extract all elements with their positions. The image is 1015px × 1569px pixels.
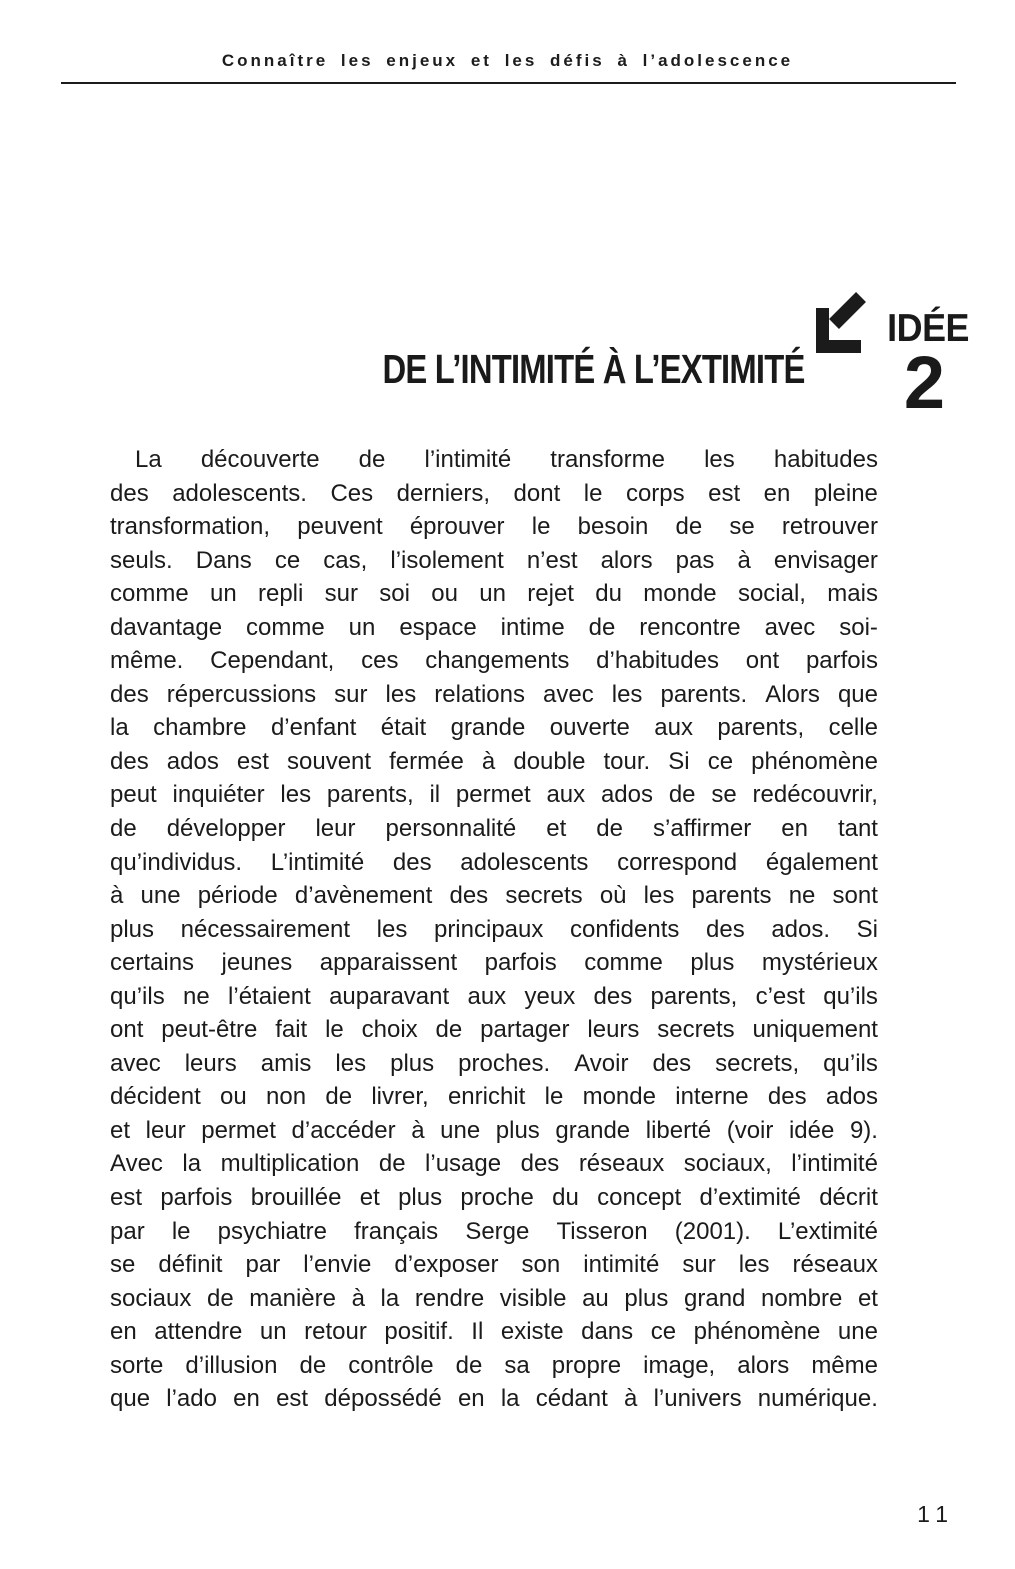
- body-line: sociaux de manière à la rendre visible au plus grand nombre et: [110, 1284, 878, 1312]
- body-line: seuls. Dans ce cas, l’isolement n’est alors pas à envisager: [110, 546, 878, 574]
- body-line: se définit par l’envie d’exposer son intimité sur les réseaux: [110, 1251, 878, 1279]
- body-line: de développer leur personnalité et de s’affirmer en tant: [110, 815, 878, 843]
- chapter-title: DE L’INTIMITÉ À L’EXTIMITÉ: [382, 346, 805, 392]
- body-line: qu’individus. L’intimité des adolescents correspond également: [110, 848, 878, 876]
- body-line: davantage comme un espace intime de rencontre avec soi-: [110, 613, 878, 641]
- body-line: sorte d’illusion de contrôle de sa propre image, alors même: [110, 1351, 878, 1379]
- body-line: des ados est souvent fermée à double tour. Si ce phénomène: [110, 747, 878, 775]
- body-line: des répercussions sur les relations avec les parents. Alors que: [110, 680, 878, 708]
- body-line: que l’ado en est dépossédé en la cédant à l’univers numérique.: [110, 1385, 878, 1413]
- body-line: en attendre un retour positif. Il existe dans ce phénomène une: [110, 1318, 878, 1346]
- body-line: plus nécessairement les principaux confidents des ados. Si: [110, 915, 878, 943]
- idea-marker: [880, 292, 969, 424]
- header-rule: [61, 82, 956, 84]
- body-line: transformation, peuvent éprouver le besoin de se retrouver: [110, 513, 878, 541]
- body-line: et leur permet d’accéder à une plus grande liberté (voir idée 9).: [110, 1116, 878, 1144]
- body-line: la chambre d’enfant était grande ouverte aux parents, celle: [110, 714, 878, 742]
- body-line: à une période d’avènement des secrets où les parents ne sont: [110, 882, 878, 910]
- body-line: est parfois brouillée et plus proche du concept d’extimité décrit: [110, 1184, 878, 1212]
- body-line: par le psychiatre français Serge Tisseron (2001). L’extimité: [110, 1217, 878, 1245]
- body-line: certains jeunes apparaissent parfois comme plus mystérieux: [110, 949, 878, 977]
- body-line: ont peut-être fait le choix de partager leurs secrets uniquement: [110, 1016, 878, 1044]
- body-text: [110, 446, 878, 1419]
- body-line: La découverte de l’intimité transforme les habitudes: [135, 446, 878, 473]
- chapter-title-area: [277, 292, 969, 424]
- body-line: avec leurs amis les plus proches. Avoir des secrets, qu’ils: [110, 1049, 878, 1077]
- idea-number: 2: [903, 341, 946, 424]
- running-header: Connaître les enjeux et les défis à l’adolescence: [221, 51, 794, 70]
- body-line: même. Cependant, ces changements d’habitudes ont parfois: [110, 647, 878, 675]
- body-line: qu’ils ne l’étaient auparavant aux yeux des parents, c’est qu’ils: [110, 982, 878, 1010]
- body-line: peut inquiéter les parents, il permet aux ados de se redécouvrir,: [110, 781, 878, 809]
- idea-label: IDÉE: [887, 307, 969, 350]
- arrow-down-left-icon: [811, 292, 867, 354]
- body-line: des adolescents. Ces derniers, dont le corps est en pleine: [110, 479, 878, 507]
- body-line: comme un repli sur soi ou un rejet du monde social, mais: [110, 580, 878, 608]
- page-number: 11: [917, 1501, 955, 1527]
- body-line: décident ou non de livrer, enrichit le monde interne des ados: [110, 1083, 878, 1111]
- body-line: Avec la multiplication de l’usage des réseaux sociaux, l’intimité: [110, 1150, 878, 1178]
